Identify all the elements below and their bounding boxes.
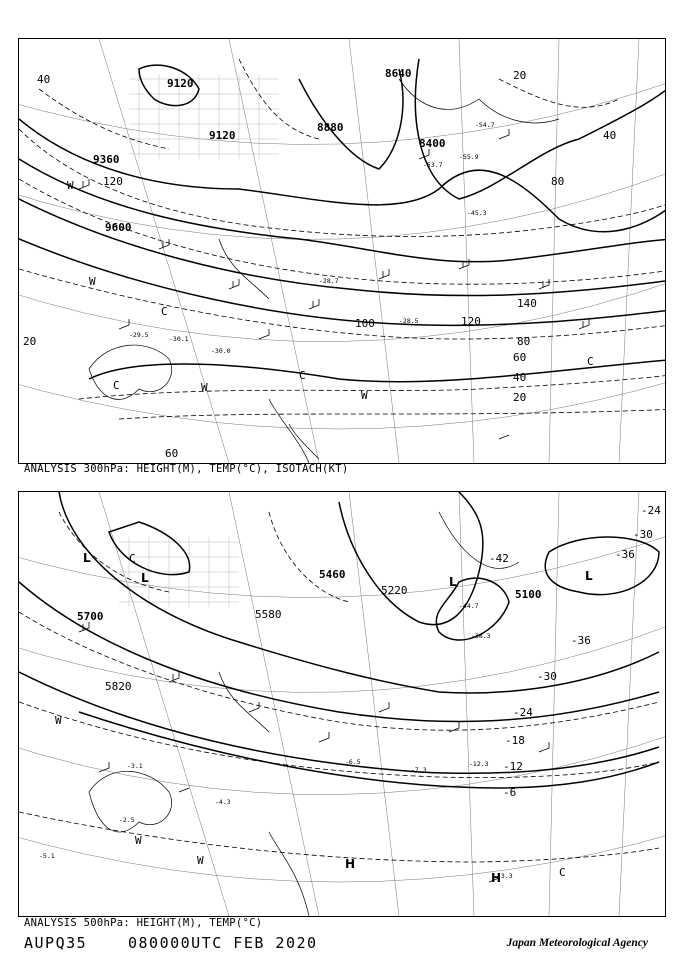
cold-mark: C (161, 305, 168, 318)
isotach-label: 40 (603, 129, 617, 142)
cold-mark: C (113, 379, 120, 392)
temp-sample: -12.3 (469, 760, 489, 768)
temp-sample: -7.3 (411, 766, 427, 774)
grid-cells-300 (129, 74, 279, 159)
warm-mark: W (197, 854, 204, 867)
warm-mark: W (67, 179, 74, 192)
low-center: L (449, 575, 457, 589)
isotherm-label: -24 (513, 706, 533, 719)
isotach-label: 100 (355, 317, 375, 330)
isotach-label: 120 (103, 175, 123, 188)
temp-sample: -30.1 (169, 335, 189, 343)
agency-credit: Japan Meteorological Agency (506, 937, 648, 949)
height-contours-500 (19, 492, 659, 788)
warm-mark: W (55, 714, 62, 727)
warm-mark: W (201, 381, 208, 394)
height-label: 5220 (381, 584, 408, 597)
cold-mark: C (587, 355, 594, 368)
temp-sample: -38.3 (471, 632, 491, 640)
height-label: 9120 (167, 77, 194, 90)
height-label: 5460 (319, 568, 346, 581)
height-label: 5820 (105, 680, 132, 693)
temp-sample: -3.3 (497, 872, 513, 880)
temp-sample: -53.7 (423, 161, 443, 169)
isotherm-label: -36 (615, 548, 635, 561)
graticule-500 (19, 492, 665, 916)
warm-mark: W (361, 389, 368, 402)
isotherm-label: -36 (571, 634, 591, 647)
low-center: L (585, 569, 593, 583)
temp-sample: -29.5 (129, 331, 149, 339)
isotherm-label: -42 (489, 552, 509, 565)
isotach-label: 40 (37, 73, 51, 86)
height-label: 8880 (317, 121, 344, 134)
temp-sample: -44.7 (459, 602, 479, 610)
temp-sample: -45.3 (467, 209, 487, 217)
height-label: 9600 (105, 221, 132, 234)
cold-mark: C (559, 866, 566, 879)
isotherm-label: -18 (505, 734, 525, 747)
temperature-samples-300 (129, 121, 495, 355)
caption-300hpa: ANALYSIS 300hPa: HEIGHT(M), TEMP(°C), ISOTACH(KT) (24, 463, 349, 475)
temp-sample: -4.3 (215, 798, 231, 806)
map-500hpa (19, 492, 665, 916)
height-label: 9120 (209, 129, 236, 142)
isotherm-label: -24 (641, 504, 661, 517)
temp-sample: -55.9 (459, 153, 479, 161)
cold-mark: C (299, 369, 306, 382)
isotherm-label: -12 (503, 760, 523, 773)
isotach-label: 20 (513, 69, 527, 82)
low-center: L (83, 551, 91, 565)
isotach-label: 120 (461, 315, 481, 328)
low-center: L (141, 571, 149, 585)
chart-code: AUPQ35 (24, 934, 88, 952)
grid-cells-500 (119, 537, 239, 607)
isotach-label: 60 (513, 351, 527, 364)
temp-sample: -3.1 (127, 762, 143, 770)
wind-barbs-500 (79, 622, 549, 882)
temp-sample: -28.5 (399, 317, 419, 325)
isotach-label: 40 (513, 371, 527, 384)
caption-500hpa: ANALYSIS 500hPa: HEIGHT(M), TEMP(°C) (24, 917, 263, 929)
map-panel-300hpa (18, 38, 666, 464)
temp-sample: -28.7 (319, 277, 339, 285)
isotherm-label: -6 (503, 786, 517, 799)
temp-sample: -6.5 (345, 758, 361, 766)
height-label: 8400 (419, 137, 446, 150)
height-label: 5100 (515, 588, 542, 601)
map-panel-500hpa (18, 491, 666, 917)
isotach-label: 140 (517, 297, 537, 310)
high-center: H (491, 871, 502, 885)
isotherm-label: -30 (537, 670, 557, 683)
temp-sample: -2.5 (119, 816, 135, 824)
height-label: 8640 (385, 67, 412, 80)
map-300hpa (19, 39, 665, 463)
isotach-label: 60 (165, 447, 179, 460)
region-marks-500 (55, 552, 566, 879)
height-label: 9360 (93, 153, 120, 166)
isotach-label: 80 (551, 175, 565, 188)
temp-sample: -30.0 (211, 347, 231, 355)
cold-mark: C (129, 552, 136, 565)
isotherm-label: -30 (633, 528, 653, 541)
coastline-300 (89, 79, 559, 463)
isotach-label: 20 (23, 335, 37, 348)
isotach-label: 20 (513, 391, 527, 404)
temp-sample: -54.7 (475, 121, 495, 129)
height-label: 5580 (255, 608, 282, 621)
height-label: 5700 (77, 610, 104, 623)
warm-mark: W (89, 275, 96, 288)
temperature-samples-500 (39, 602, 513, 880)
high-center: H (345, 857, 356, 871)
temp-sample: -5.1 (39, 852, 55, 860)
isotach-label: 80 (517, 335, 531, 348)
coastline-500 (89, 512, 519, 916)
height-labels-500 (77, 568, 542, 693)
valid-time: 080000UTC FEB 2020 (128, 934, 318, 952)
warm-mark: W (135, 834, 142, 847)
